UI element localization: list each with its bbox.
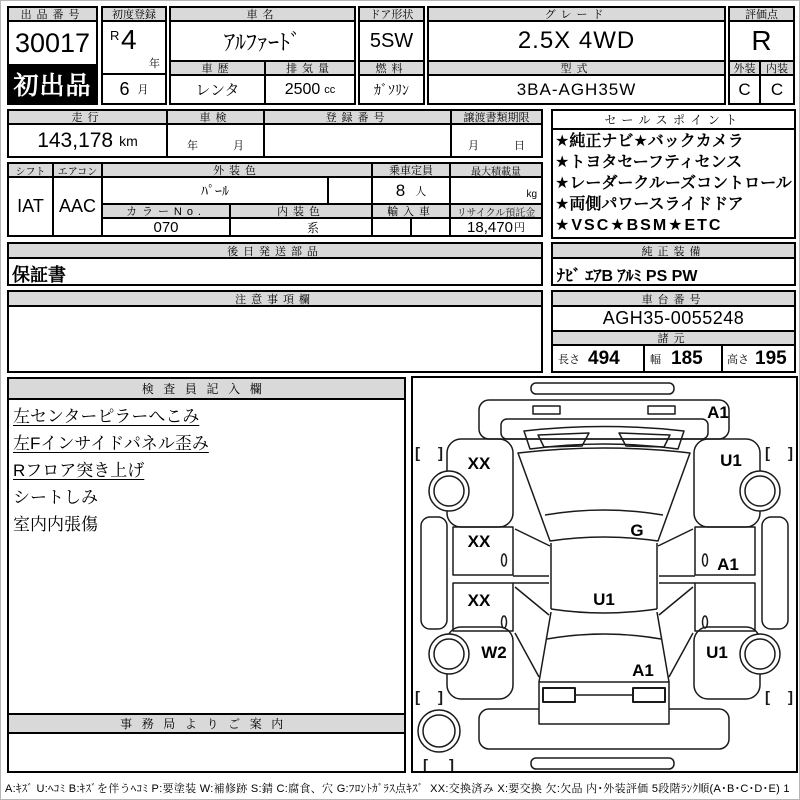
bracket: [ [765,445,770,462]
dashboard-line [545,510,663,515]
import-cell-a [373,219,412,235]
right-rocker [762,517,788,629]
damage-label-front-panel: A1 [707,403,729,422]
sales-points-box [551,109,796,239]
month-unit: 月 [137,84,149,96]
right-headlight [648,406,675,414]
inspector-note: 左Fインサイドパネル歪み [13,434,209,453]
damage-label-front-right-fender: U1 [720,451,742,470]
capacity-label: 乗車定員 [373,164,451,178]
door-label: ドア形状 [360,8,423,22]
sales-point: ★VSC★BSM★ETC [555,217,723,234]
inspector-box [7,377,406,773]
oem-equipment-title: 純正装備 [553,244,794,259]
first-reg-label: 初度登録 [103,8,165,22]
oem-equipment-value: ﾅﾋﾞ ｴｱB ｱﾙﾐ PS PW [557,268,698,285]
first-reg-month-cell [103,75,165,103]
displacement-unit: cc [324,83,336,96]
exterior-label: 外装 [730,62,761,76]
rear-bumper [531,758,674,769]
height-label: 高さ [727,353,749,366]
windshield [518,448,690,541]
first-listing-badge: 初出品 [9,64,96,103]
shaken-label: 車検 [168,111,265,125]
capacity-cell [373,178,451,205]
color-no-label: カラーNo. [103,205,231,219]
left-headlight [533,406,560,414]
ext-color-value: ﾊﾟｰﾙ [103,178,329,205]
history-value: レンタ [171,76,266,103]
displacement-label: 排気量 [266,62,354,76]
car-name-label: 車名 [171,8,354,22]
length-cell [553,346,645,371]
length-value: 494 [588,347,620,369]
car-name-box [169,6,356,105]
capacity-value: 8 [395,180,406,200]
later-parts-title: 後日発送部品 [9,244,541,259]
damage-label-left-rear-door: XX [467,591,491,610]
inspector-note: 室内内張傷 [13,515,98,534]
right-rear-door [695,583,755,631]
model-code-label: 型式 [429,62,724,76]
grade-box [427,6,726,105]
damage-label-rear-gate: A1 [632,661,654,680]
length-label: 長さ [558,353,580,366]
sales-point: ★両側パワースライドドア [555,196,744,213]
score-value: R [730,22,793,62]
damage-label-windshield: G [630,521,644,540]
sales-point: ★純正ナビ★バックカメラ [555,133,744,150]
bracket: ] [449,757,454,771]
later-parts-value: 保証書 [12,265,66,285]
int-color-suffix: 系 [231,219,373,235]
recycle-unit: 円 [513,222,525,234]
cautions-title: 注意事項欄 [9,292,541,307]
dimensions-title: 諸元 [553,332,794,346]
grade-label: グレード [429,8,724,22]
bracket: ] [438,445,443,462]
shift-value: IAT [9,178,54,235]
sales-point: ★レーダークルーズコントロール [555,175,792,192]
ext-color-extra-cell [329,178,373,205]
rear-left-wheel-inner [434,639,464,669]
damage-label-right-front-door: A1 [717,555,739,574]
oem-equipment-box [551,242,796,286]
transfer-label: 譲渡書類期限 [452,111,541,125]
bracket: [ [765,689,770,706]
reg-year: 4 [121,24,137,55]
fuel-value: ｶﾞｿﾘﾝ [374,81,409,98]
mileage-value: 143,178 [37,128,114,152]
int-color-label: 内装色 [231,205,373,219]
max-load-label: 最大積載量 [451,164,541,178]
import-cell-b [412,219,451,235]
reg-no-label: 登録番号 [265,111,452,125]
aircon-value: AAC [54,178,103,235]
width-label: 幅 [650,353,661,366]
import-label: 輸入車 [373,205,451,219]
damage-diagram-box [411,376,798,773]
mileage-cell [9,125,168,156]
bracket: [ [423,757,428,771]
front-bumper [531,383,674,394]
mileage-unit: km [119,132,138,149]
bracket: ] [438,689,443,706]
reg-month: 6 [119,78,130,99]
auction-no-value: 30017 [14,27,91,58]
door-handle [502,554,507,566]
bracket: ] [788,689,793,706]
height-cell [723,346,794,371]
model-code-value: 3BA-AGH35W [516,79,637,99]
first-registration-box [101,6,167,105]
rear-right-wheel-inner [745,639,775,669]
width-cell [645,346,723,371]
door-value: 5SW [360,22,423,62]
auction-no-box [7,6,98,105]
inspector-note: 左センターピラーへこみ [13,407,200,426]
score-label: 評価点 [730,8,793,22]
hood-edge [501,419,708,439]
era-letter: R [110,28,120,43]
inspector-notes [13,403,404,711]
door-gap-lines [513,576,695,583]
cowl-strip [524,427,684,450]
spare-wheel-inner [423,715,455,747]
cautions-box [7,290,543,373]
car-name-value: ｱﾙﾌｧｰﾄﾞ [171,22,354,62]
exterior-grade: C [730,76,761,103]
door-shape-box [358,6,425,105]
bracket: ] [788,445,793,462]
interior-label: 内装 [761,62,793,76]
height-value: 195 [755,347,787,369]
later-parts-box [7,242,543,286]
legend: A:ｷｽﾞ U:ﾍｺﾐ B:ｷｽﾞを伴うﾍｺﾐ P:要塗装 W:補修跡 S:錆 C:腐食、穴 G:ﾌﾛﾝﾄｶﾞﾗｽ点ｷｽﾞ XX:交換済み X:要交換 欠:欠品 内･外装評価 5段階ﾗﾝｸ順(A･B･C･D･E) 1 [5,783,790,795]
interior-grade: C [770,79,784,99]
bracket: [ [415,689,420,706]
front-right-wheel-inner [745,476,775,506]
inspector-note: Rフロア突き上げ [13,461,145,480]
damage-label-roof: U1 [593,590,615,609]
reg-no-cell [265,125,452,156]
transfer-cell: 月 日 [468,140,537,152]
front-left-wheel-inner [434,476,464,506]
chassis-box [551,290,796,373]
max-load-cell [451,178,541,205]
max-load-unit: kg [526,189,537,200]
year-unit: 年 [149,58,160,70]
left-rocker [421,517,447,629]
spec-band [7,162,543,237]
mileage-label: 走行 [9,111,168,125]
office-title: 事務局よりご案内 [9,713,404,734]
sales-points-list [555,131,792,236]
grade-value: 2.5X 4WD [429,22,724,62]
auction-no-label: 出品番号 [9,8,96,22]
color-no-value: 070 [103,219,231,235]
sales-points-title: セールスポイント [553,111,794,130]
chassis-value: AGH35-0055248 [553,307,794,332]
damage-label-right-rear-fender: U1 [706,643,728,662]
aircon-label: エアコン [54,164,103,178]
bracket: [ [415,445,420,462]
recycle-label: リサイクル預託金 [451,205,541,219]
shaken-cell: 年 月 [168,125,265,156]
damage-label-left-rear-fender: W2 [481,643,507,662]
shift-label: シフト [9,164,54,178]
door-handle [703,554,708,566]
door-handle [502,616,507,628]
capacity-unit: 人 [415,185,427,198]
inspector-title: 検査員記入欄 [9,379,404,400]
score-box [728,6,795,105]
chassis-title: 車台番号 [553,292,794,307]
width-value: 185 [671,347,703,369]
mileage-band [7,109,543,158]
sales-point: ★トヨタセーフティセンス [555,154,743,171]
displacement-cell [266,76,354,103]
car-damage-diagram [413,378,796,771]
damage-label-left-front-door: XX [467,532,491,551]
displacement-value: 2500 [284,80,321,98]
rear-spoiler-line [547,634,661,639]
damage-label-front-left-fender: XX [467,454,491,473]
history-label: 車歴 [171,62,266,76]
first-reg-year-cell [103,22,165,75]
inspector-note: シートしみ [13,488,98,507]
recycle-value: 18,470 [467,218,513,236]
ext-color-label: 外装色 [103,164,373,178]
roof-rear-curve [551,609,657,613]
door-handle [703,616,708,628]
recycle-cell [451,219,541,235]
fuel-label: 燃料 [360,62,423,76]
